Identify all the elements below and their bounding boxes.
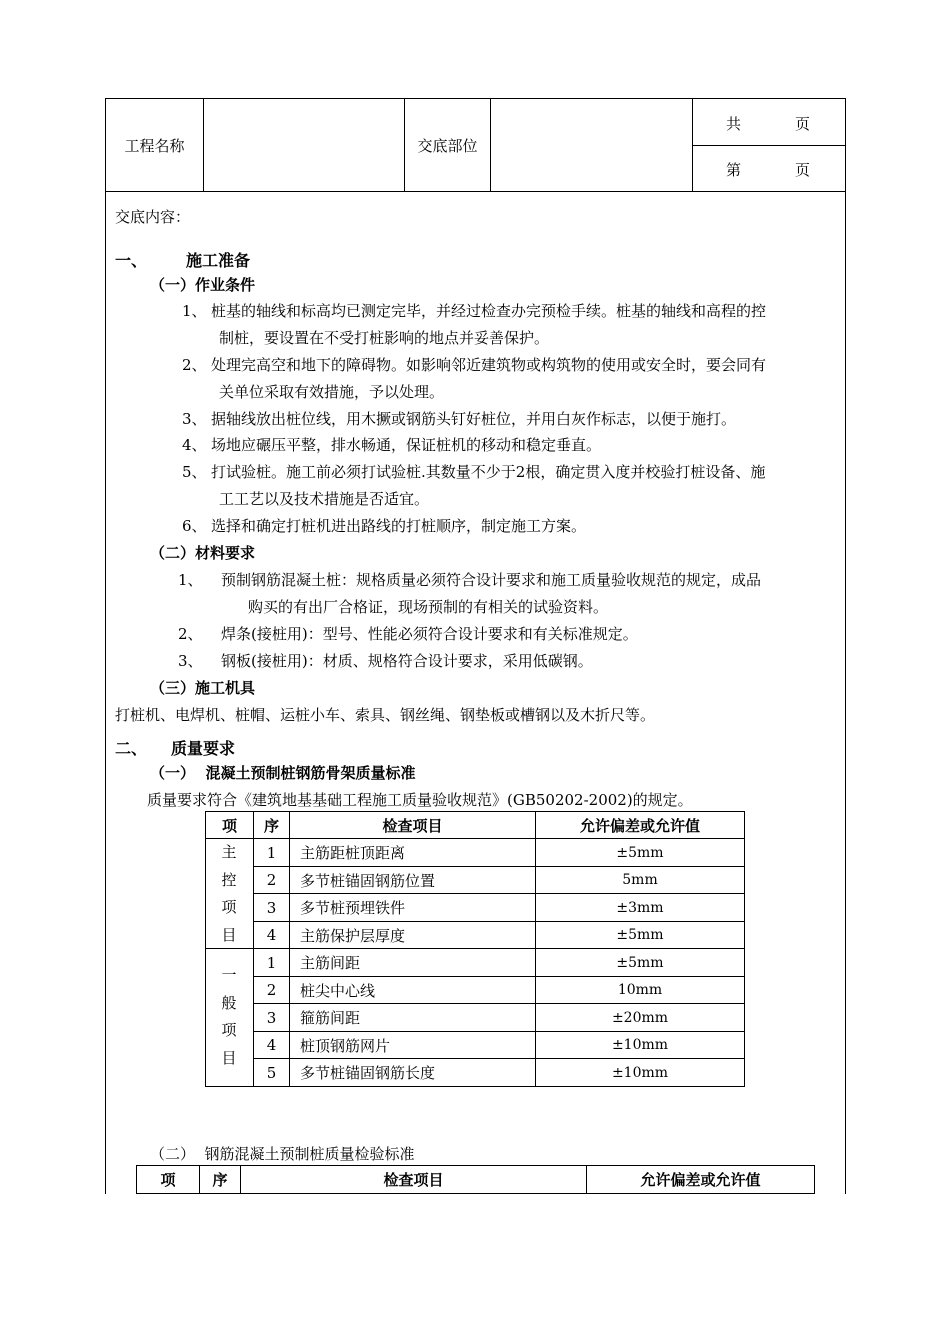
table2-header-seq: 序 [212, 1171, 228, 1189]
table-row-item: 多节桩锚固钢筋位置 [300, 871, 436, 890]
table-row-seq: 2 [266, 871, 277, 889]
s1-item-1-num: 1、 [182, 302, 207, 320]
total-pages-unit: 页 [795, 115, 811, 133]
table1-header-item: 检查项目 [382, 816, 443, 835]
table-row-value: ±5mm [616, 954, 664, 971]
project-name-value[interactable] [204, 99, 404, 191]
table-row-seq: 5 [266, 1063, 277, 1082]
s1-mat-1-num: 1、 [178, 571, 203, 589]
table1-group-main-control: 主 控 项 目 [221, 843, 237, 944]
s1-item-2-num: 2、 [182, 356, 207, 374]
table1-header-value: 允许偏差或允许值 [579, 816, 700, 835]
table2-header-value: 允许偏差或允许值 [640, 1171, 761, 1189]
section-1-sub3-text: 打桩机、电焊机、桩帽、运桩小车、索具、钢丝绳、钢垫板或槽钢以及木折尺等。 [115, 706, 656, 724]
table-row-value: ±5mm [616, 844, 664, 861]
s1-item-5-line2: 工工艺以及技术措施是否适宜。 [219, 490, 430, 508]
table-row-item: 箍筋间距 [300, 1009, 361, 1027]
header-page-split [692, 145, 846, 146]
s1-item-2-line1: 处理完高空和地下的障碍物。如影响邻近建筑物或构筑物的使用或安全时，要会同有 [211, 356, 767, 374]
table-row-value: 10mm [617, 982, 663, 998]
s1-item-1-line1: 桩基的轴线和标高均已测定完毕，并经过检查办完预检手续。桩基的轴线和高程的控 [211, 302, 767, 320]
table-row-seq: 3 [266, 898, 277, 917]
s1-item-5-line1: 打试验桩。施工前必须打试验桩.其数量不少于2根，确定贯入度并校验打桩设备、施 [211, 463, 766, 481]
s1-mat-2-line1: 焊条(接桩用)：型号、性能必须符合设计要求和有关标准规定。 [221, 625, 638, 643]
frame-left [105, 98, 106, 1194]
table-row-item: 桩顶钢筋网片 [300, 1036, 391, 1055]
section-1-title: 施工准备 [186, 251, 251, 270]
section-1-sub2-title: （二）材料要求 [150, 544, 256, 562]
table-row-item: 主筋间距 [300, 954, 361, 972]
s1-mat-1-line1: 预制钢筋混凝土桩：规格质量必须符合设计要求和施工质量验收规范的规定，成品 [221, 571, 762, 589]
table-row-item: 主筋距桩顶距离 [300, 844, 406, 862]
section-2-sub1-title: （一） 混凝土预制桩钢筋骨架质量标准 [150, 764, 416, 782]
content-label: 交底内容： [115, 208, 191, 226]
project-name-label: 工程名称 [124, 136, 185, 155]
s1-item-5-num: 5、 [182, 463, 207, 481]
s1-item-6-line1: 选择和确定打桩机进出路线的打桩顺序，制定施工方案。 [211, 517, 587, 535]
s1-item-3-num: 3、 [182, 410, 207, 428]
section-2-number: 二、 [115, 739, 148, 758]
section-1-sub1-title: （一）作业条件 [150, 276, 256, 294]
s1-item-1-line2: 制桩，要设置在不受打桩影响的地点并妥善保护。 [219, 329, 550, 347]
table2-header-category: 项 [160, 1171, 176, 1189]
table-row-seq: 2 [266, 981, 277, 999]
table-row-item: 多节桩预埋铁件 [300, 899, 406, 917]
s1-mat-2-num: 2、 [178, 625, 203, 643]
table-row-value: ±10mm [611, 1037, 669, 1053]
s1-mat-1-line2: 购买的有出厂合格证，现场预制的有相关的试验资料。 [248, 598, 609, 616]
table-row-value: ±10mm [611, 1064, 669, 1081]
table-row-value: 5mm [622, 872, 658, 888]
header-bottom [105, 191, 846, 192]
table-row-item: 桩尖中心线 [300, 981, 376, 1000]
frame-right [845, 98, 846, 1194]
page-unit: 页 [795, 161, 811, 179]
s1-item-2-line2: 关单位采取有效措施，予以处理。 [219, 383, 445, 401]
table1-group-general: 一 般 项 目 [221, 966, 237, 1067]
section-2-title: 质量要求 [171, 739, 236, 758]
table-row-value: ±5mm [616, 927, 664, 943]
s1-mat-3-num: 3、 [178, 652, 203, 670]
section-1-sub3-title: （三）施工机具 [150, 679, 256, 697]
table1-header-category: 项 [221, 816, 237, 835]
s1-item-3-line1: 据轴线放出桩位线，用木撅或钢筋头钉好桩位，并用白灰作标志，以便于施打。 [211, 410, 737, 428]
table-row-seq: 4 [266, 1036, 277, 1054]
s1-item-6-num: 6、 [182, 517, 207, 535]
table-row-seq: 3 [266, 1008, 277, 1027]
total-label: 共 [726, 115, 742, 133]
table-row-item: 多节桩锚固钢筋长度 [300, 1064, 436, 1082]
section-2-sub1-intro: 质量要求符合《建筑地基基础工程施工质量验收规范》(GB50202-2002)的规定。 [147, 791, 693, 809]
s1-item-4-line1: 场地应碾压平整，排水畅通，保证桩机的移动和稳定垂直。 [211, 436, 602, 454]
s1-mat-3-line1: 钢板(接桩用)：材质、规格符合设计要求，采用低碳钢。 [221, 652, 593, 670]
table-row-item: 主筋保护层厚度 [300, 926, 406, 945]
table-row-seq: 4 [266, 926, 277, 944]
section-2-sub2-title: （二） 钢筋混凝土预制桩质量检验标准 [150, 1145, 415, 1163]
disclosure-part-value[interactable] [491, 99, 692, 191]
page-label: 第 [726, 161, 742, 179]
disclosure-part-label: 交底部位 [417, 136, 478, 155]
section-1-number: 一、 [115, 251, 148, 270]
table-row-seq: 1 [266, 953, 277, 972]
s1-item-4-num: 4、 [182, 436, 207, 454]
table-row-value: ±20mm [611, 1009, 669, 1026]
table2-header-item: 检查项目 [383, 1171, 444, 1189]
table1-header-seq: 序 [263, 816, 279, 835]
table-row-value: ±3mm [616, 899, 664, 916]
table-row-seq: 1 [266, 843, 277, 862]
